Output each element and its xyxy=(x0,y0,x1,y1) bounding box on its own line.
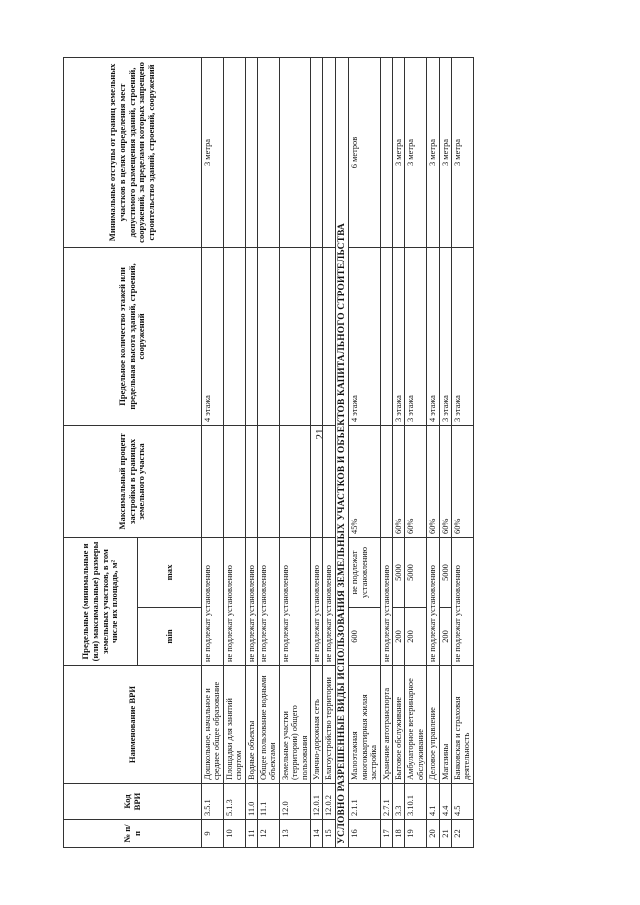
cell-code: 3.5.1 xyxy=(202,784,224,820)
cell-num: 15 xyxy=(323,820,335,848)
cell-name: Малоэтажная многоквартирная жилая застройка xyxy=(349,666,380,784)
table-row xyxy=(323,57,335,847)
cell-name: Банковская и страховая деятельность xyxy=(452,666,474,784)
header-max: max xyxy=(138,537,202,607)
cell-max: не подлежат установлению xyxy=(349,537,380,607)
cell-floors xyxy=(245,247,257,425)
cell-pct xyxy=(380,425,392,537)
cell-size-limits: не подлежат установлению xyxy=(380,537,392,665)
cell-pct xyxy=(258,425,280,537)
cell-num: 16 xyxy=(349,820,380,848)
cell-max: 5000 xyxy=(439,537,451,607)
cell-size-limits: не подлежат установлению xyxy=(245,537,257,665)
table-row xyxy=(349,57,380,847)
table-row xyxy=(311,57,323,847)
cell-offset xyxy=(323,57,335,247)
cell-num: 9 xyxy=(202,820,224,848)
cell-offset: 3 метра xyxy=(452,57,474,247)
cell-offset xyxy=(258,57,280,247)
cell-offset: 3 метра xyxy=(439,57,451,247)
cell-code: 3.3 xyxy=(393,784,405,820)
cell-num: 21 xyxy=(439,820,451,848)
cell-floors: 3 этажа xyxy=(452,247,474,425)
cell-name: Амбулаторное ветеринарное обслуживание xyxy=(405,666,427,784)
cell-size-limits: не подлежат установлению xyxy=(258,537,280,665)
rotated-table-container xyxy=(63,58,620,848)
cell-code: 11.1 xyxy=(258,784,280,820)
cell-floors: 3 этажа xyxy=(393,247,405,425)
cell-name: Деловое управление xyxy=(427,666,439,784)
cell-code: 2.7.1 xyxy=(380,784,392,820)
cell-offset xyxy=(311,57,323,247)
cell-pct: 45% xyxy=(349,425,380,537)
table-row xyxy=(427,57,439,847)
cell-name: Дошкольное, начальное и среднее общее образование xyxy=(202,666,224,784)
cell-offset xyxy=(380,57,392,247)
table-body-main xyxy=(202,57,336,847)
cell-offset: 6 метров xyxy=(349,57,380,247)
section-title: УСЛОВНО РАЗРЕШЕННЫЕ ВИДЫ ИСПОЛЬЗОВАНИЯ ЗЕМЕЛЬНЫХ УЧАСТКОВ И ОБЪЕКТОВ КАПИТАЛЬНОГО СТРОИТЕЛЬСТВА xyxy=(335,57,349,847)
header-code: Код ВРИ xyxy=(64,784,202,820)
cell-num: 12 xyxy=(258,820,280,848)
table-section xyxy=(335,57,349,847)
cell-code: 3.10.1 xyxy=(405,784,427,820)
cell-offset xyxy=(245,57,257,247)
cell-floors xyxy=(380,247,392,425)
table-row xyxy=(279,57,310,847)
table-row xyxy=(439,57,451,847)
header-name: Наименование ВРИ xyxy=(64,666,202,784)
table-row xyxy=(223,57,245,847)
cell-name: Улично-дорожная сеть xyxy=(311,666,323,784)
cell-floors xyxy=(223,247,245,425)
cell-offset xyxy=(279,57,310,247)
table-row xyxy=(202,57,224,847)
cell-name: Хранение автотранспорта xyxy=(380,666,392,784)
table-row xyxy=(452,57,474,847)
cell-pct xyxy=(311,425,323,537)
table-row xyxy=(393,57,405,847)
cell-offset: 3 метра xyxy=(427,57,439,247)
cell-code: 11.0 xyxy=(245,784,257,820)
table-row xyxy=(258,57,280,847)
cell-num: 14 xyxy=(311,820,323,848)
cell-code: 4.4 xyxy=(439,784,451,820)
cell-size-limits: не подлежат установлению xyxy=(323,537,335,665)
cell-offset: 3 метра xyxy=(202,57,224,247)
table-body-conditional xyxy=(349,57,473,847)
header-pct: Максимальный процент застройки в границах земельного участка xyxy=(64,425,202,537)
cell-name: Площадки для занятий спортом xyxy=(223,666,245,784)
cell-name: Благоустройство территории xyxy=(323,666,335,784)
cell-pct xyxy=(202,425,224,537)
cell-code: 12.0 xyxy=(279,784,310,820)
cell-pct: 60% xyxy=(405,425,427,537)
cell-num: 17 xyxy=(380,820,392,848)
cell-code: 12.0.2 xyxy=(323,784,335,820)
cell-num: 22 xyxy=(452,820,474,848)
cell-code: 4.5 xyxy=(452,784,474,820)
cell-code: 2.1.1 xyxy=(349,784,380,820)
cell-num: 19 xyxy=(405,820,427,848)
zoning-regulations-table xyxy=(63,57,474,848)
cell-code: 4.1 xyxy=(427,784,439,820)
header-min: min xyxy=(138,608,202,666)
cell-num: 20 xyxy=(427,820,439,848)
cell-pct xyxy=(323,425,335,537)
cell-num: 11 xyxy=(245,820,257,848)
cell-size-limits: не подлежат установлению xyxy=(202,537,224,665)
cell-size-limits: не подлежат установлению xyxy=(427,537,439,665)
cell-code: 5.1.3 xyxy=(223,784,245,820)
header-limits: Предельные (минимальные и (или) максимальные) размеры земельных участков, в том числе их площадь, м² xyxy=(64,537,138,665)
cell-name: Земельные участки (территории) общего пользования xyxy=(279,666,310,784)
cell-pct xyxy=(279,425,310,537)
cell-size-limits: не подлежат установлению xyxy=(223,537,245,665)
cell-name: Магазины xyxy=(439,666,451,784)
cell-pct xyxy=(223,425,245,537)
cell-min: 200 xyxy=(405,608,427,666)
cell-floors xyxy=(323,247,335,425)
cell-num: 18 xyxy=(393,820,405,848)
cell-num: 10 xyxy=(223,820,245,848)
cell-min: 200 xyxy=(439,608,451,666)
cell-floors: 4 этажа xyxy=(427,247,439,425)
header-num: № п/п xyxy=(64,820,202,848)
cell-name: Общее пользование водными объектами xyxy=(258,666,280,784)
cell-max: 5000 xyxy=(405,537,427,607)
table-row xyxy=(380,57,392,847)
cell-offset: 3 метра xyxy=(393,57,405,247)
page-number: 21 xyxy=(314,428,326,440)
cell-floors xyxy=(279,247,310,425)
cell-offset: 3 метра xyxy=(405,57,427,247)
cell-pct: 60% xyxy=(439,425,451,537)
cell-name: Водные объекты xyxy=(245,666,257,784)
cell-pct: 60% xyxy=(427,425,439,537)
header-offsets: Минимальные отступы от границ земельных участков в целях определения мест допустимого размещения зданий, строений, сооружений, за пределами которых запрещено строительство зданий, строений, сооружений xyxy=(64,57,202,247)
cell-name: Бытовое обслуживание xyxy=(393,666,405,784)
cell-code: 12.0.1 xyxy=(311,784,323,820)
cell-min: 600 xyxy=(349,608,380,666)
cell-size-limits: не подлежат установлению xyxy=(279,537,310,665)
cell-floors: 3 этажа xyxy=(405,247,427,425)
cell-max: 5000 xyxy=(393,537,405,607)
table-row xyxy=(405,57,427,847)
cell-floors: 4 этажа xyxy=(202,247,224,425)
cell-floors xyxy=(311,247,323,425)
cell-size-limits: не подлежат установлению xyxy=(311,537,323,665)
cell-size-limits: не подлежат установлению xyxy=(452,537,474,665)
table-row xyxy=(245,57,257,847)
cell-num: 13 xyxy=(279,820,310,848)
cell-floors: 3 этажа xyxy=(439,247,451,425)
cell-offset xyxy=(223,57,245,247)
cell-pct xyxy=(245,425,257,537)
cell-pct: 60% xyxy=(393,425,405,537)
cell-floors: 4 этажа xyxy=(349,247,380,425)
cell-min: 200 xyxy=(393,608,405,666)
header-floors: Предельное количество этажей или предельная высота зданий, строений, сооружений xyxy=(64,247,202,425)
cell-floors xyxy=(258,247,280,425)
cell-pct: 60% xyxy=(452,425,474,537)
